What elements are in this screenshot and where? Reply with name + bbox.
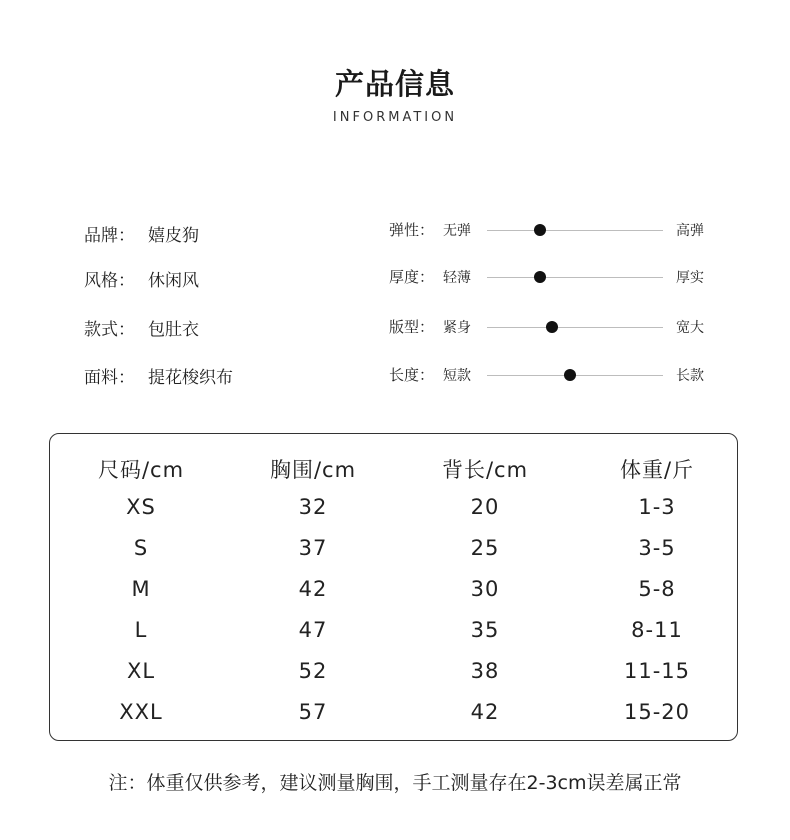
scale-marker xyxy=(534,271,546,283)
table-header: 尺码/cm xyxy=(97,458,185,482)
attribute-value: 休闲风 xyxy=(148,271,199,291)
scale-fit xyxy=(389,316,719,338)
scale-marker xyxy=(564,369,576,381)
table-cell: XXL xyxy=(119,700,163,724)
attribute-key: 品牌： xyxy=(84,226,135,246)
table-header: 胸围/cm xyxy=(269,458,357,482)
measurement-note: 注：体重仅供参考，建议测量胸围，手工测量存在2-3cm误差属正常 xyxy=(108,772,682,794)
scale-low-label: 轻薄 xyxy=(443,270,471,286)
table-cell: 38 xyxy=(470,659,500,683)
page-subtitle: INFORMATION xyxy=(332,110,458,125)
table-cell: 32 xyxy=(298,495,328,519)
scale-marker xyxy=(546,321,558,333)
scale-label: 厚度： xyxy=(389,268,435,286)
table-cell: 25 xyxy=(470,536,500,560)
scale-marker xyxy=(534,224,546,236)
size-table xyxy=(49,433,738,741)
table-header: 体重/斤 xyxy=(619,458,695,482)
attribute-design xyxy=(84,315,199,340)
table-cell: 20 xyxy=(470,495,500,519)
attribute-key: 面料： xyxy=(84,368,135,388)
scale-label: 长度： xyxy=(389,366,435,384)
table-cell: 35 xyxy=(470,618,500,642)
page-title: 产品信息 xyxy=(334,67,455,101)
table-cell: 1-3 xyxy=(638,495,676,519)
scale-track xyxy=(487,327,663,328)
table-cell: 30 xyxy=(470,577,500,601)
table-cell: 15-20 xyxy=(623,700,691,724)
attribute-style xyxy=(84,266,199,291)
table-header: 背长/cm xyxy=(441,458,529,482)
scale-high-label: 长款 xyxy=(676,368,704,384)
scale-track xyxy=(487,277,663,278)
attribute-brand xyxy=(84,221,199,246)
table-cell: 42 xyxy=(470,700,500,724)
scale-label: 版型： xyxy=(389,318,435,336)
table-cell: 37 xyxy=(298,536,328,560)
scale-track xyxy=(487,230,663,231)
attribute-value: 嬉皮狗 xyxy=(148,226,199,246)
table-cell: XL xyxy=(126,659,156,683)
table-cell: 57 xyxy=(298,700,328,724)
scale-label: 弹性： xyxy=(389,221,435,239)
scale-length xyxy=(389,364,719,386)
scale-low-label: 紧身 xyxy=(443,320,471,336)
table-cell: M xyxy=(131,577,151,601)
scale-high-label: 宽大 xyxy=(676,320,704,336)
scale-thickness xyxy=(389,266,719,288)
scale-low-label: 无弹 xyxy=(443,223,471,239)
table-cell: XS xyxy=(126,495,156,519)
scale-elasticity xyxy=(389,219,719,241)
attribute-key: 风格： xyxy=(84,271,135,291)
scale-low-label: 短款 xyxy=(443,368,471,384)
attribute-value: 包肚衣 xyxy=(148,320,199,340)
table-cell: 47 xyxy=(298,618,328,642)
table-cell: 8-11 xyxy=(631,618,683,642)
table-cell: 11-15 xyxy=(623,659,691,683)
scale-high-label: 厚实 xyxy=(676,270,704,286)
attribute-key: 款式： xyxy=(84,320,135,340)
table-cell: 52 xyxy=(298,659,328,683)
attribute-fabric xyxy=(84,363,233,388)
table-cell: 5-8 xyxy=(638,577,676,601)
scale-high-label: 高弹 xyxy=(676,223,704,239)
table-cell: S xyxy=(133,536,149,560)
table-cell: 42 xyxy=(298,577,328,601)
table-cell: L xyxy=(134,618,148,642)
attribute-value: 提花梭织布 xyxy=(148,368,233,388)
table-cell: 3-5 xyxy=(638,536,676,560)
